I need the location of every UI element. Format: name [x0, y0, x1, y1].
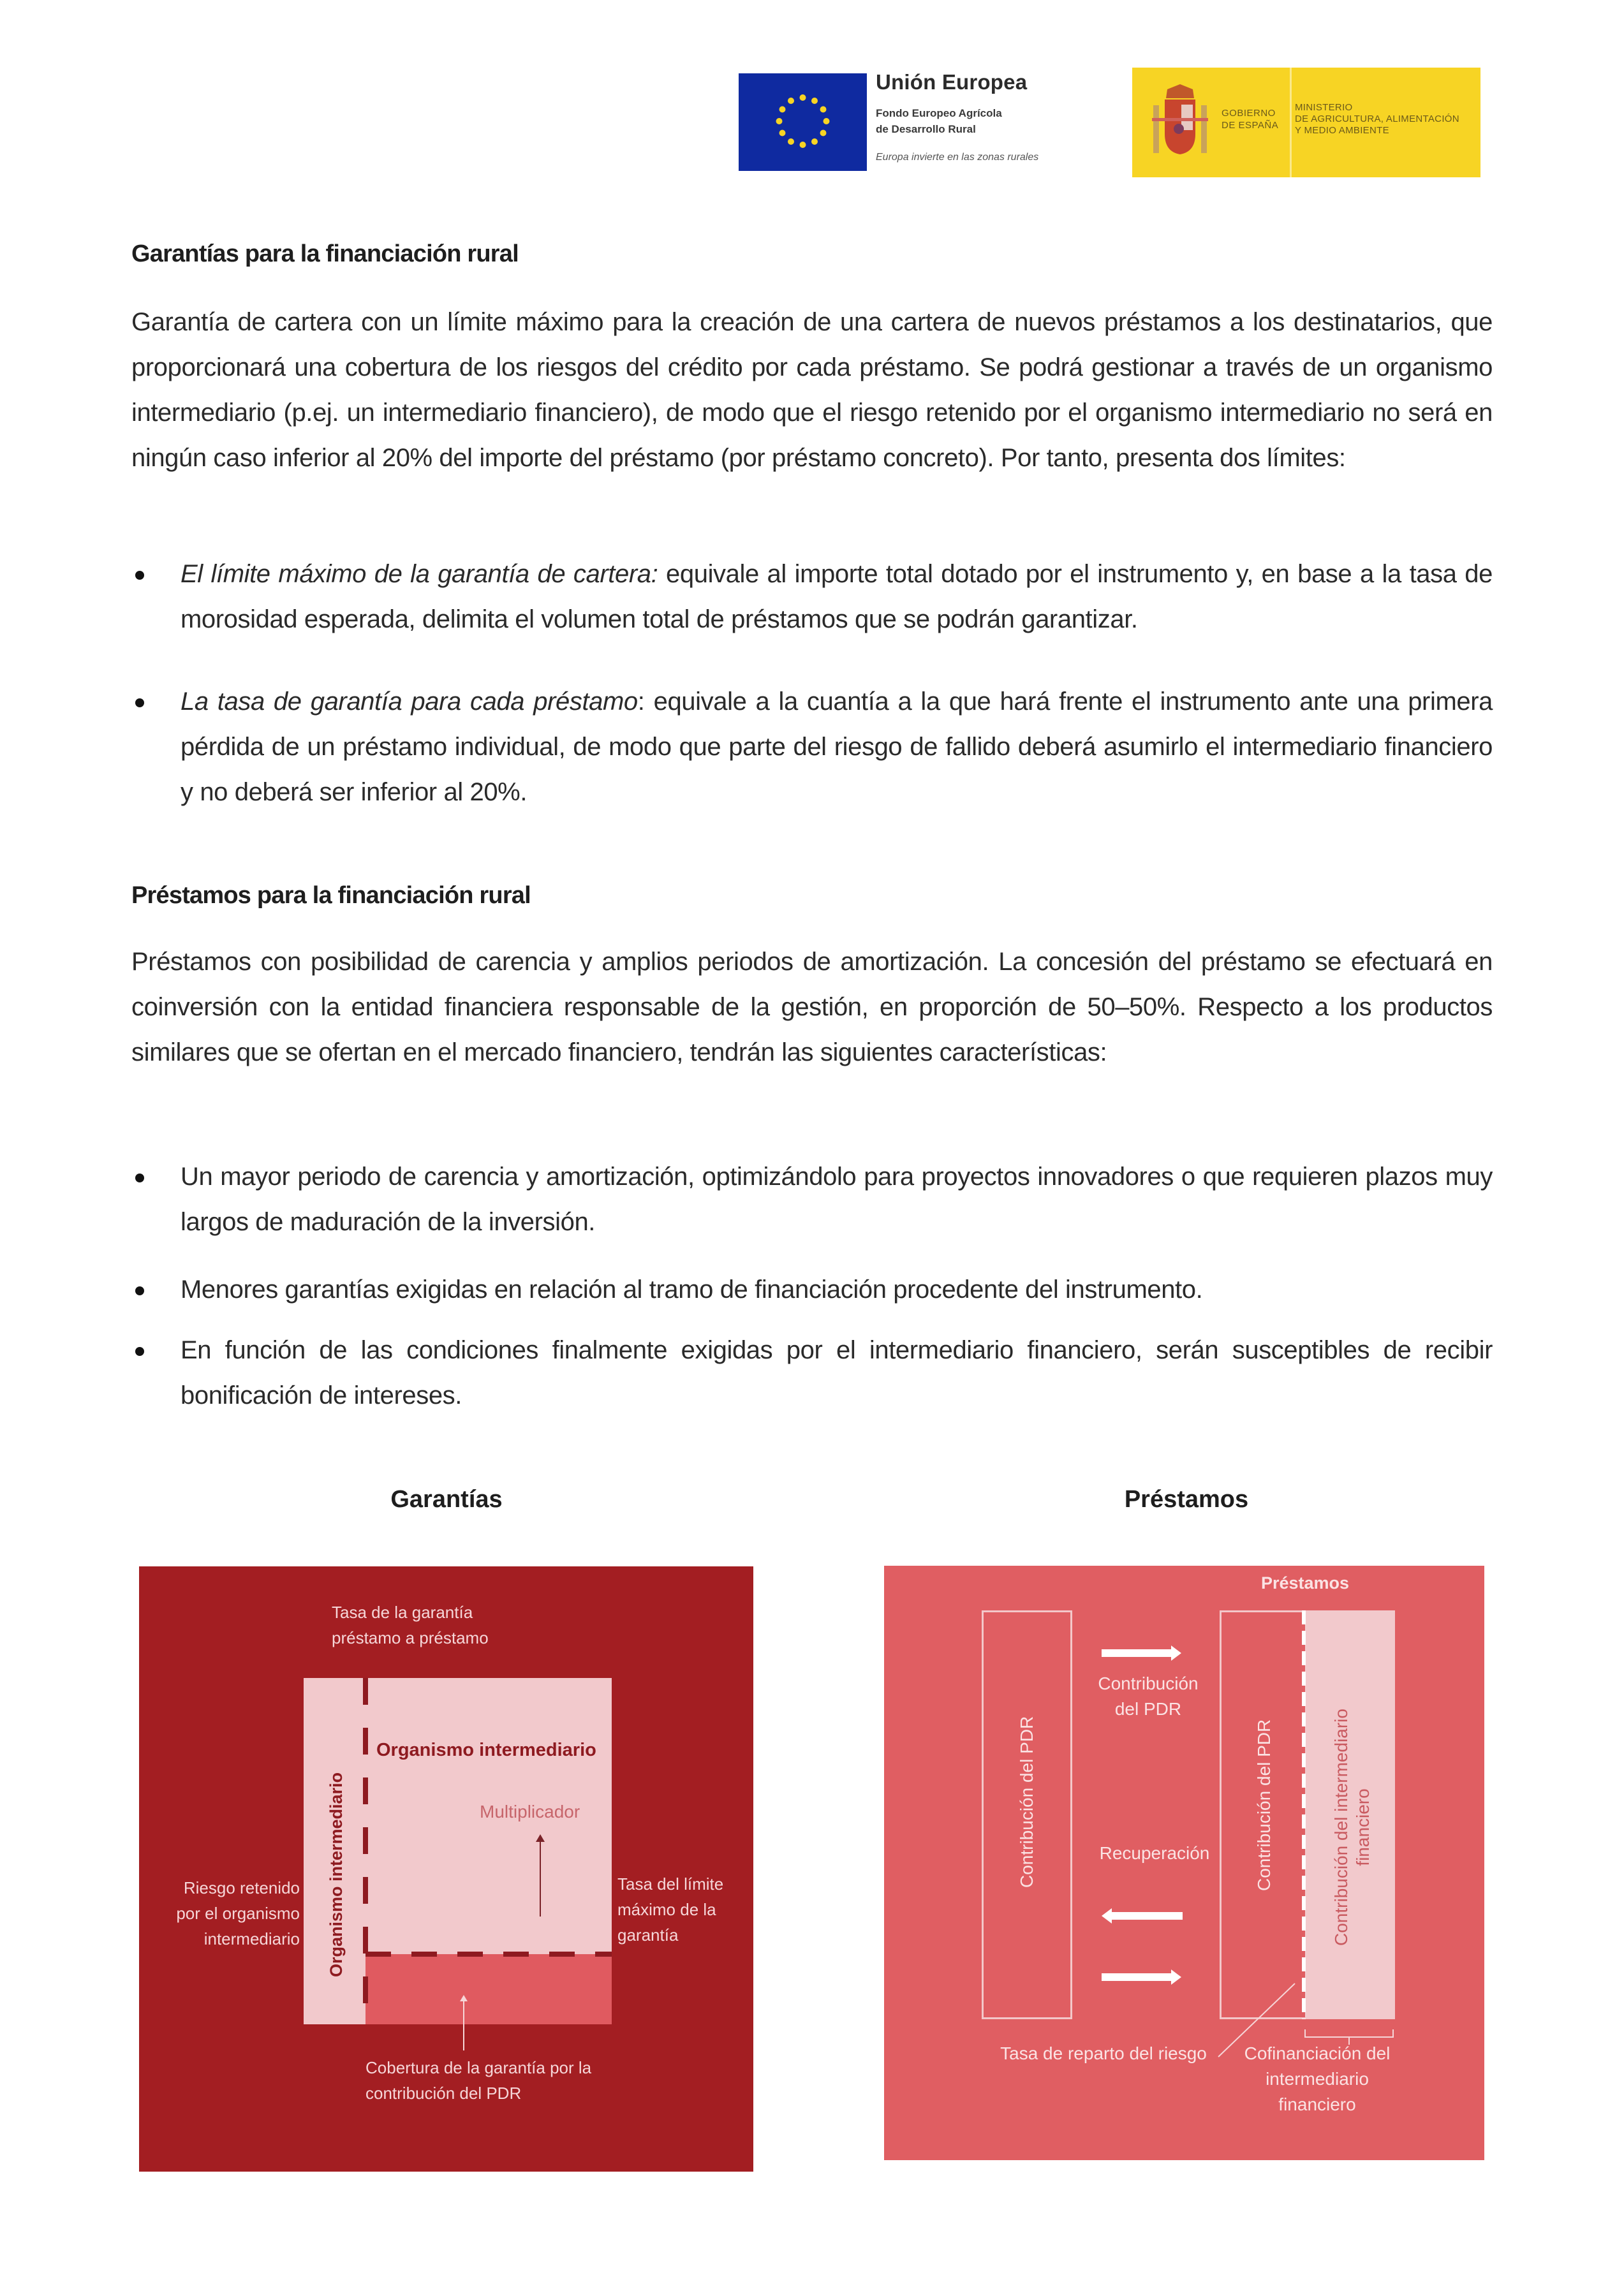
arrow-left-icon [1111, 1912, 1183, 1920]
paragraph-garantias: Garantía de cartera con un límite máximo para la creación de una cartera de nuevos préstamos a los destinatarios, que proporcionará una cobertura de los riesgos del crédito por cada préstamo. Se podrá gestionar a través de un organismo intermediario (p.ej. un intermediario financiero), de modo que el riesgo retenido por el organismo intermediario no será en ningún caso inferior al 20% del importe del préstamo (por préstamo concreto). Por tanto, presenta dos límites: [131, 308, 1493, 472]
arrow-up-icon [460, 1995, 468, 2001]
label-line: Tasa del límite [617, 1874, 724, 1894]
spain-gov-text [1222, 107, 1278, 131]
list-item-body: : equivale a la cuantía a la que hará frente el instrumento ante una primera pérdida de un préstamo individual, de modo que parte del riesgo de fallido deberá asumirlo el intermediario financiero y no deberá ser inferior al 20%. [181, 688, 1493, 806]
pdr-coverage-area [365, 1954, 612, 2024]
label-line: del PDR [1114, 1699, 1182, 1719]
spain-ministry-text [1295, 102, 1459, 136]
label-recuperacion: Recuperación [1099, 1843, 1210, 1863]
bullet-icon [135, 1174, 144, 1182]
eu-stars-icon [739, 73, 867, 171]
loan-guarantee-rate-dashed-line [363, 1678, 368, 2024]
label-line: máximo de la [617, 1900, 716, 1919]
label-line: Contribución [1098, 1674, 1199, 1693]
label-line: préstamo a préstamo [332, 1628, 489, 1647]
label-left-box-vertical: Contribución del PDR [1017, 1716, 1037, 1888]
label-line: intermediario [1266, 2069, 1369, 2089]
label-tasa-reparto: Tasa de reparto del riesgo [1000, 2043, 1207, 2063]
list-item-text [181, 552, 1493, 642]
label-line: garantía [617, 1925, 679, 1945]
label-contribucion-pdr [1084, 1671, 1212, 1722]
label-line: Cobertura de la garantía por la [365, 2058, 592, 2077]
list-item-text: En función de las condiciones finalmente exigidas por el intermediario financiero, serán susceptibles de recibir bonificación de intereses. [181, 1336, 1493, 1409]
label-tasa-garantia [332, 1600, 489, 1651]
label-line: Riesgo retenido [183, 1878, 300, 1897]
label-intermediario-vertical [1331, 1677, 1374, 1977]
arrowhead-right-icon [1171, 1645, 1181, 1661]
multiplier-arrow-icon [540, 1837, 541, 1917]
arrow-right-icon [1102, 1973, 1173, 1981]
ministry-line-3: Y MEDIO AMBIENTE [1295, 125, 1389, 136]
label-tasa-limite [617, 1871, 751, 1948]
label-line: financiero [1278, 2094, 1356, 2114]
arrow-up-icon [536, 1834, 545, 1842]
label-prestamos-top: Préstamos [1260, 1573, 1350, 1593]
section-heading-garantias: Garantías para la financiación rural [131, 240, 519, 267]
arrowhead-right-icon [1171, 1969, 1181, 1985]
bullet-icon [135, 1347, 144, 1356]
label-line: por el organismo [176, 1904, 300, 1923]
gov-line-1: GOBIERNO [1222, 108, 1276, 119]
label-line: Cofinanciación del [1244, 2043, 1391, 2063]
label-cofinanciacion [1228, 2041, 1406, 2117]
figure-title-prestamos: Préstamos [1124, 1486, 1249, 1513]
max-limit-rate-dashed-line [365, 1952, 612, 1957]
eu-flag-icon [739, 73, 867, 171]
list-item-text: Un mayor periodo de carencia y amortización, optimizándolo para proyectos innovadores o que requieren plazos muy largos de maduración de la inversión. [181, 1163, 1493, 1236]
label-organismo-vertical: Organismo intermediario [327, 1772, 346, 1977]
spain-logo-divider [1290, 68, 1292, 177]
arrow-right-icon [1102, 1649, 1173, 1657]
arrowhead-left-icon [1102, 1908, 1112, 1924]
figure-title-garantias: Garantías [390, 1486, 503, 1513]
list-item-text: Menores garantías exigidas en relación al tramo de financiación procedente del instrumento. [181, 1276, 1203, 1304]
eu-logo-title: Unión Europea [876, 70, 1028, 94]
label-line: intermediario [203, 1929, 300, 1948]
label-right-box-vertical: Contribución del PDR [1254, 1719, 1274, 1891]
eu-motto: Europa invierte en las zonas rurales [876, 152, 1039, 163]
list-item-term: La tasa de garantía para cada préstamo [181, 688, 638, 716]
gov-line-2: DE ESPAÑA [1222, 120, 1279, 131]
bullet-icon [135, 1286, 144, 1295]
list-item-body: equivale al importe total dotado por el instrumento y, en base a la tasa de morosidad esperada, delimita el volumen total de préstamos que se podrán garantizar. [181, 560, 1493, 633]
eu-fund-line-1: Fondo Europeo Agrícola [876, 107, 1002, 119]
label-cobertura [365, 2055, 591, 2106]
bullet-icon [135, 698, 144, 707]
label-line: Tasa de la garantía [332, 1603, 473, 1622]
label-line: Contribución del intermediario [1331, 1709, 1351, 1946]
risk-sharing-dashed-line [1302, 1610, 1306, 2019]
eu-fund-name [876, 105, 1002, 137]
label-organismo-inner: Organismo intermediario [376, 1740, 596, 1760]
list-item-text [181, 679, 1493, 815]
spain-coat-of-arms-icon [1148, 83, 1212, 163]
bullet-icon [135, 571, 144, 580]
list-item-term: El límite máximo de la garantía de cartera: [181, 560, 658, 588]
ministry-line-1: MINISTERIO [1295, 102, 1353, 113]
eu-fund-line-2: de Desarrollo Rural [876, 123, 976, 135]
section-heading-prestamos: Préstamos para la financiación rural [131, 882, 531, 909]
coverage-pointer-line [463, 1999, 464, 2050]
label-multiplicador: Multiplicador [480, 1802, 580, 1821]
label-line: financiero [1353, 1788, 1373, 1866]
label-riesgo-retenido [140, 1875, 300, 1952]
paragraph-prestamos: Préstamos con posibilidad de carencia y amplios periodos de amortización. La concesión del préstamo se efectuará en coinversión con la entidad financiera responsable de la gestión, en proporción de 50–50%. Respecto a los productos similares que se ofertan en el mercado financiero, tendrán las siguientes características: [131, 948, 1493, 1066]
label-line: contribución del PDR [365, 2084, 522, 2103]
ministry-line-2: DE AGRICULTURA, ALIMENTACIÓN [1295, 114, 1459, 124]
